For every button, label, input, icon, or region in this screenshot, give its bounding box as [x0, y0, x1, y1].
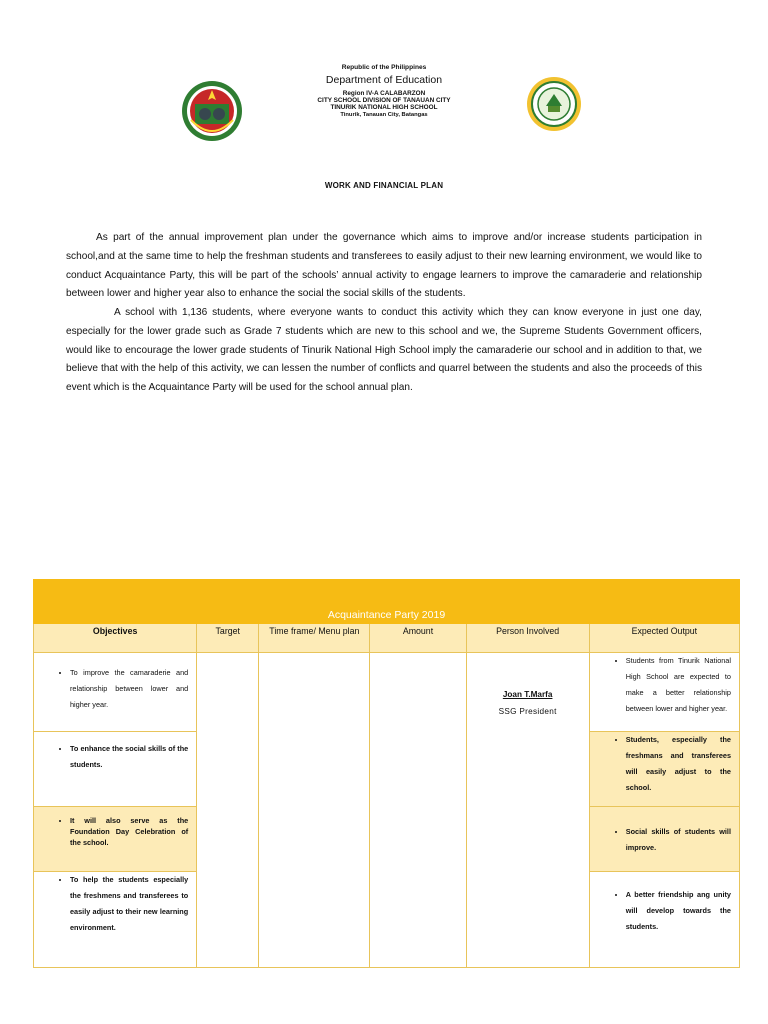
person-cell [466, 653, 589, 968]
objective-cell [34, 807, 197, 872]
timeframe-cell [259, 653, 370, 968]
division-line: CITY SCHOOL DIVISION OF TANAUAN CITY [317, 97, 451, 104]
column-header-target: Target [197, 624, 259, 653]
deped-seal-icon [181, 80, 243, 142]
objective-cell [34, 732, 197, 807]
output-cell [589, 807, 739, 872]
column-header-person: Person Involved [466, 624, 589, 653]
amount-cell [370, 653, 466, 968]
objective-item: • It will also serve as the Foundation Day Celebration of the school. [70, 815, 188, 848]
output-item: • Social skills of students will improve. [626, 824, 731, 856]
letterhead [284, 64, 484, 118]
location-line: Tinurik, Tanauan City, Batangas [340, 111, 428, 118]
column-header-output: Expected Output [589, 624, 739, 653]
objective-cell [34, 653, 197, 732]
objective-item: • To enhance the social skills of the students. [70, 741, 188, 773]
person-role: SSG President [498, 707, 557, 716]
table-row [34, 653, 740, 732]
target-cell [197, 653, 259, 968]
output-cell [589, 732, 739, 807]
output-item: • Students from Tinurik National High School are expected to make a better relationship between lower and higher year. [626, 653, 731, 717]
column-header-timeframe: Time frame/ Menu plan [259, 624, 370, 653]
region-line: Region IV-A CALABARZON [342, 89, 426, 97]
objective-item: • To improve the camaraderie and relationship between lower and higher year. [70, 665, 188, 713]
school-line: TINURIK NATIONAL HIGH SCHOOL [330, 104, 438, 112]
paragraph-1: As part of the annual improvement plan under the governance which aims to improve and/or increase students participation in school,and at the same time to help the freshman students and transferees to easily adjust to their new learning environment, we would like to conduct Acquaintance Party, this will be part of the schools’ annual activity to engage learners to improve the camaraderie and relationship between lower and higher year also to enhance the social the social skills of the students. [66, 232, 702, 300]
republic-line: Republic of the Philippines [341, 64, 427, 71]
document-title: WORK AND FINANCIAL PLAN [324, 181, 444, 190]
output-cell [589, 872, 739, 968]
work-financial-plan-table [33, 579, 740, 968]
output-cell [589, 653, 739, 732]
column-header-objectives: Objectives [34, 624, 197, 653]
school-seal-icon [526, 76, 582, 132]
objective-item: • To help the students especially the freshmens and transferees to easily adjust to their new learning environment. [70, 872, 188, 936]
column-header-amount: Amount [370, 624, 466, 653]
output-item: • A better friendship ang unity will develop towards the students. [626, 887, 731, 935]
paragraph-2: A school with 1,136 students, where everyone wants to conduct this activity which they can know everyone in just one day, especially for the lower grade such as Grade 7 students which are new to this school and we, the Supreme Students Government officers, would like to encourage the lower grade students of Tinurik National High School imply the camaraderie our school and in addition to that, we believe that with the help of this activity, we can lessen the number of conflicts and quarrel between the students and also the proceeds of this event which is the Acquaintance Party will be used for the school annual plan. [66, 307, 702, 393]
person-name: Joan T.Marfa [502, 690, 553, 699]
output-item: • Students, especially the freshmans and transferees will easily adjust to the school. [626, 732, 731, 796]
department-line: Department of Education [325, 73, 443, 86]
objective-cell [34, 872, 197, 968]
table-title: Acquaintance Party 2019 [34, 580, 740, 624]
